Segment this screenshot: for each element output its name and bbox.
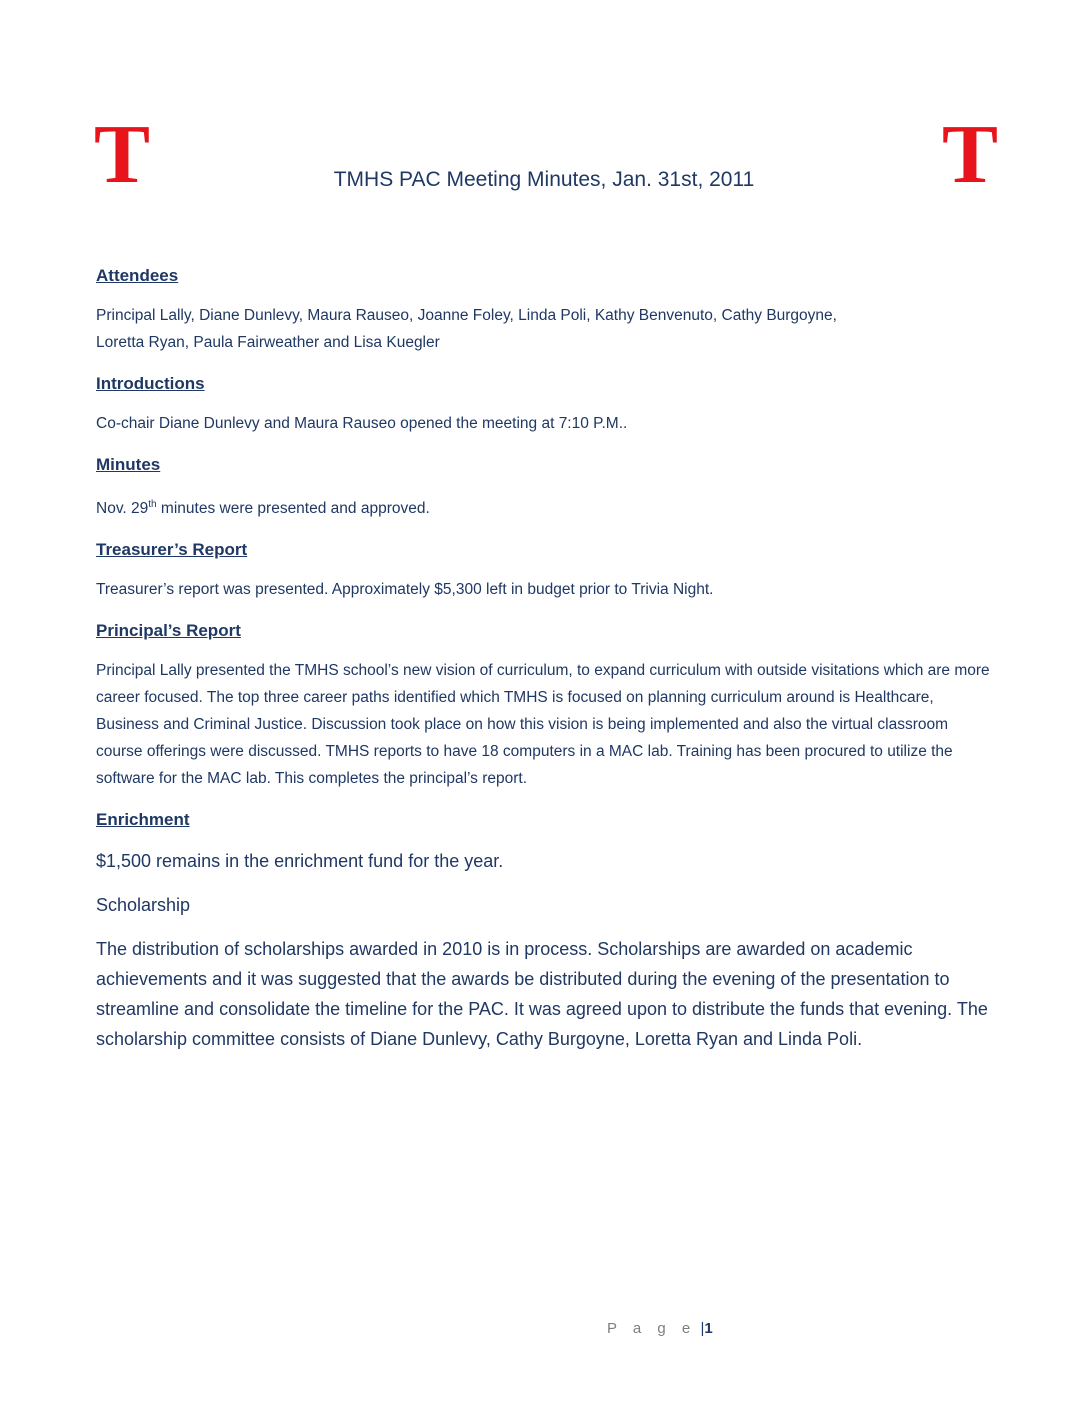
page-number: 1 <box>704 1320 713 1337</box>
attendees-line-1: Principal Lally, Diane Dunlevy, Maura Rauseo, Joanne Foley, Linda Poli, Kathy Benvenuto, Cathy Burgoyne, <box>96 307 837 324</box>
attendees-line-2: Loretta Ryan, Paula Fairweather and Lisa Kuegler <box>96 334 440 351</box>
scholarship-text: The distribution of scholarships awarded in 2010 is in process. Scholarships are awarded on academic achievements and it was suggested that the awards be distributed during the evening of the presentation to streamline and consolidate the timeline for the PAC. It was agreed upon to distribute the funds that evening. The scholarship committee consists of Diane Dunlevy, Cathy Burgoyne, Loretta Ryan and Linda Poli. <box>96 939 988 1050</box>
introductions-text: Co-chair Diane Dunlevy and Maura Rauseo opened the meeting at 7:10 P.M.. <box>96 415 628 432</box>
treasurer-heading: Treasurer’s Report <box>96 540 248 560</box>
attendees-text <box>96 302 996 356</box>
minutes-text-end: minutes were presented and approved. <box>156 500 430 518</box>
scholarship-heading: Scholarship <box>96 895 191 916</box>
minutes-text-start: Nov. 29 <box>96 500 149 518</box>
minutes-text <box>96 491 996 522</box>
enrichment-heading: Enrichment <box>96 810 190 830</box>
attendees-heading: Attendees <box>96 266 179 285</box>
document-body <box>96 266 996 1068</box>
introductions-heading: Introductions <box>96 374 205 393</box>
document-title: TMHS PAC Meeting Minutes, Jan. 31st, 2011 <box>333 168 755 191</box>
page-footer <box>607 1320 713 1337</box>
enrichment-text: $1,500 remains in the enrichment fund for the year. <box>96 851 504 872</box>
treasurer-text: Treasurer’s report was presented. Approximately $5,300 left in budget prior to Trivia Night. <box>96 581 714 599</box>
page-label: P a g e <box>607 1320 697 1337</box>
principal-heading: Principal’s Report <box>96 621 241 641</box>
school-logo-right: T <box>942 108 999 201</box>
principal-text: Principal Lally presented the TMHS school’s new vision of curriculum, to expand curriculum with outside visitations which are more career focused. The top three career paths identified which TMHS is focused on planning curriculum around is Healthcare, Business and Criminal Justice. Discussion took place on how this vision is being implemented and also the virtual classroom course offerings were discussed. TMHS reports to have 18 computers in a MAC lab. Training has been procured to utilize the software for the MAC lab. This completes the principal’s report. <box>96 662 990 788</box>
page-separator: | <box>700 1320 705 1337</box>
school-logo-left: T <box>94 108 151 201</box>
minutes-superscript: th <box>148 499 157 510</box>
minutes-heading: Minutes <box>96 455 161 474</box>
